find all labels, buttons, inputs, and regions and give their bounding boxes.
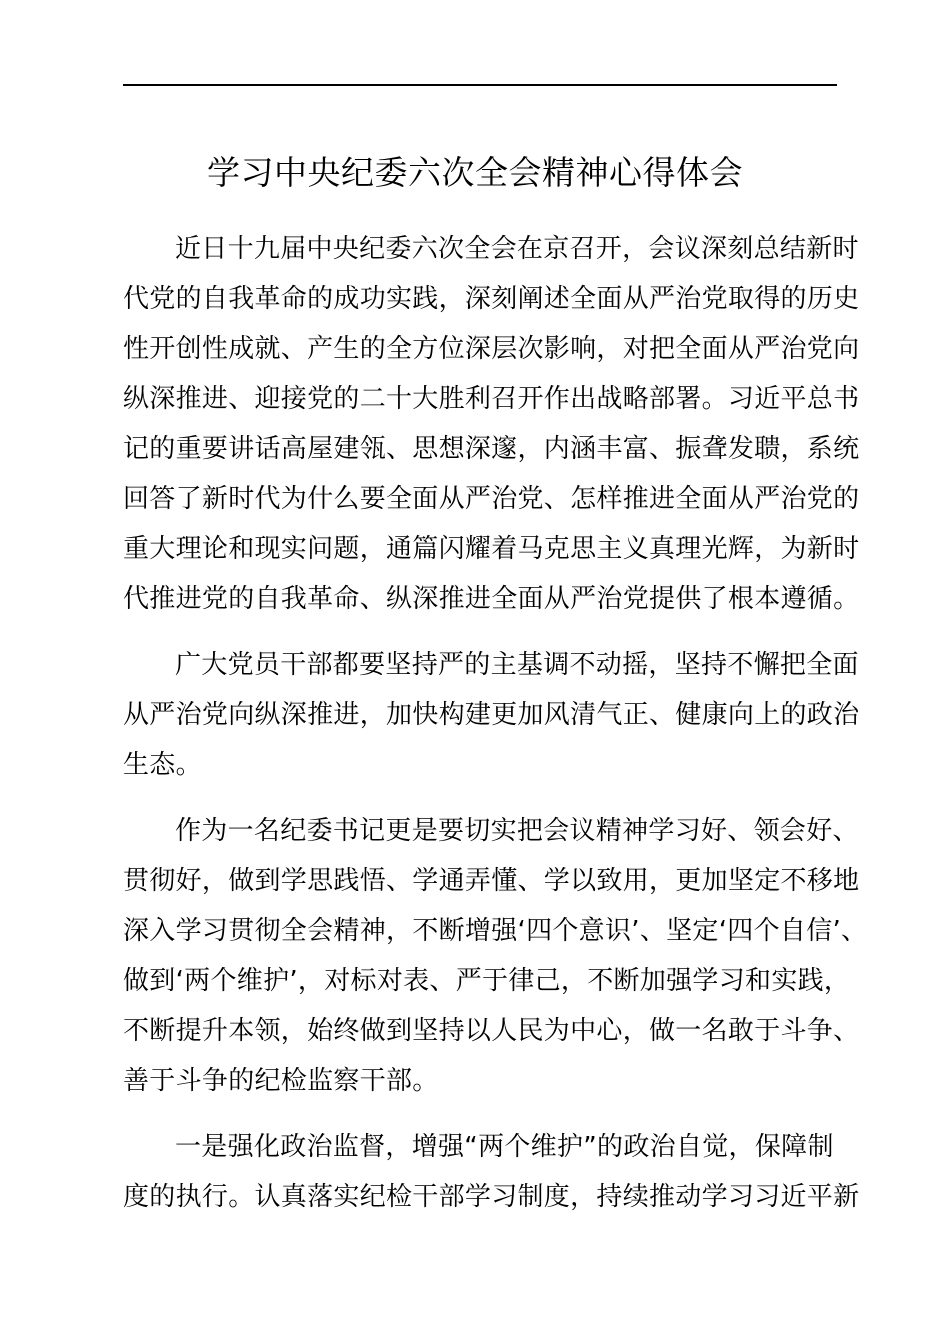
paragraph-2 xyxy=(123,640,860,790)
paragraph-line: 度的执行。认真落实纪检干部学习制度，持续推动学习习近平新 xyxy=(123,1182,860,1212)
paragraph-line: 记的重要讲话高屋建瓴、思想深邃，内涵丰富、振聋发聩，系统 xyxy=(123,434,860,464)
paragraph-line: 生态。 xyxy=(123,750,202,780)
paragraph-line: 作为一名纪委书记更是要切实把会议精神学习好、领会好、 xyxy=(175,816,859,846)
paragraph-line: 深入学习贯彻全会精神，不断增强‘四个意识’、坚定‘四个自信’、 xyxy=(123,916,868,946)
paragraph-line: 代党的自我革命的成功实践，深刻阐述全面从严治党取得的历史 xyxy=(123,284,860,314)
paragraph-1 xyxy=(123,224,860,624)
header-rule xyxy=(123,84,837,86)
paragraph-line: 重大理论和现实问题，通篇闪耀着马克思主义真理光辉，为新时 xyxy=(123,534,860,564)
paragraph-line: 回答了新时代为什么要全面从严治党、怎样推进全面从严治党的 xyxy=(123,484,860,514)
document-title: 学习中央纪委六次全会精神心得体会 xyxy=(207,153,743,192)
paragraph-4 xyxy=(123,1122,860,1222)
paragraph-line: 纵深推进、迎接党的二十大胜利召开作出战略部署。习近平总书 xyxy=(123,384,860,414)
paragraph-3 xyxy=(123,806,868,1106)
paragraph-line: 性开创性成就、产生的全方位深层次影响，对把全面从严治党向 xyxy=(123,334,860,364)
paragraph-line: 贯彻好，做到学思践悟、学通弄懂、学以致用，更加坚定不移地 xyxy=(123,866,860,896)
paragraph-line: 从严治党向纵深推进，加快构建更加风清气正、健康向上的政治 xyxy=(123,700,860,730)
document-body xyxy=(123,224,868,1238)
paragraph-line: 做到‘两个维护’，对标对表、严于律己，不断加强学习和实践， xyxy=(123,966,851,996)
paragraph-line: 不断提升本领，始终做到坚持以人民为中心，做一名敢于斗争、 xyxy=(123,1016,860,1046)
paragraph-line: 善于斗争的纪检监察干部。 xyxy=(123,1066,439,1096)
paragraph-line: 近日十九届中央纪委六次全会在京召开，会议深刻总结新时 xyxy=(175,234,859,264)
paragraph-line: 一是强化政治监督，增强“两个维护”的政治自觉，保障制 xyxy=(175,1132,834,1162)
paragraph-line: 代推进党的自我革命、纵深推进全面从严治党提供了根本遵循。 xyxy=(123,584,860,614)
paragraph-line: 广大党员干部都要坚持严的主基调不动摇，坚持不懈把全面 xyxy=(175,650,859,680)
